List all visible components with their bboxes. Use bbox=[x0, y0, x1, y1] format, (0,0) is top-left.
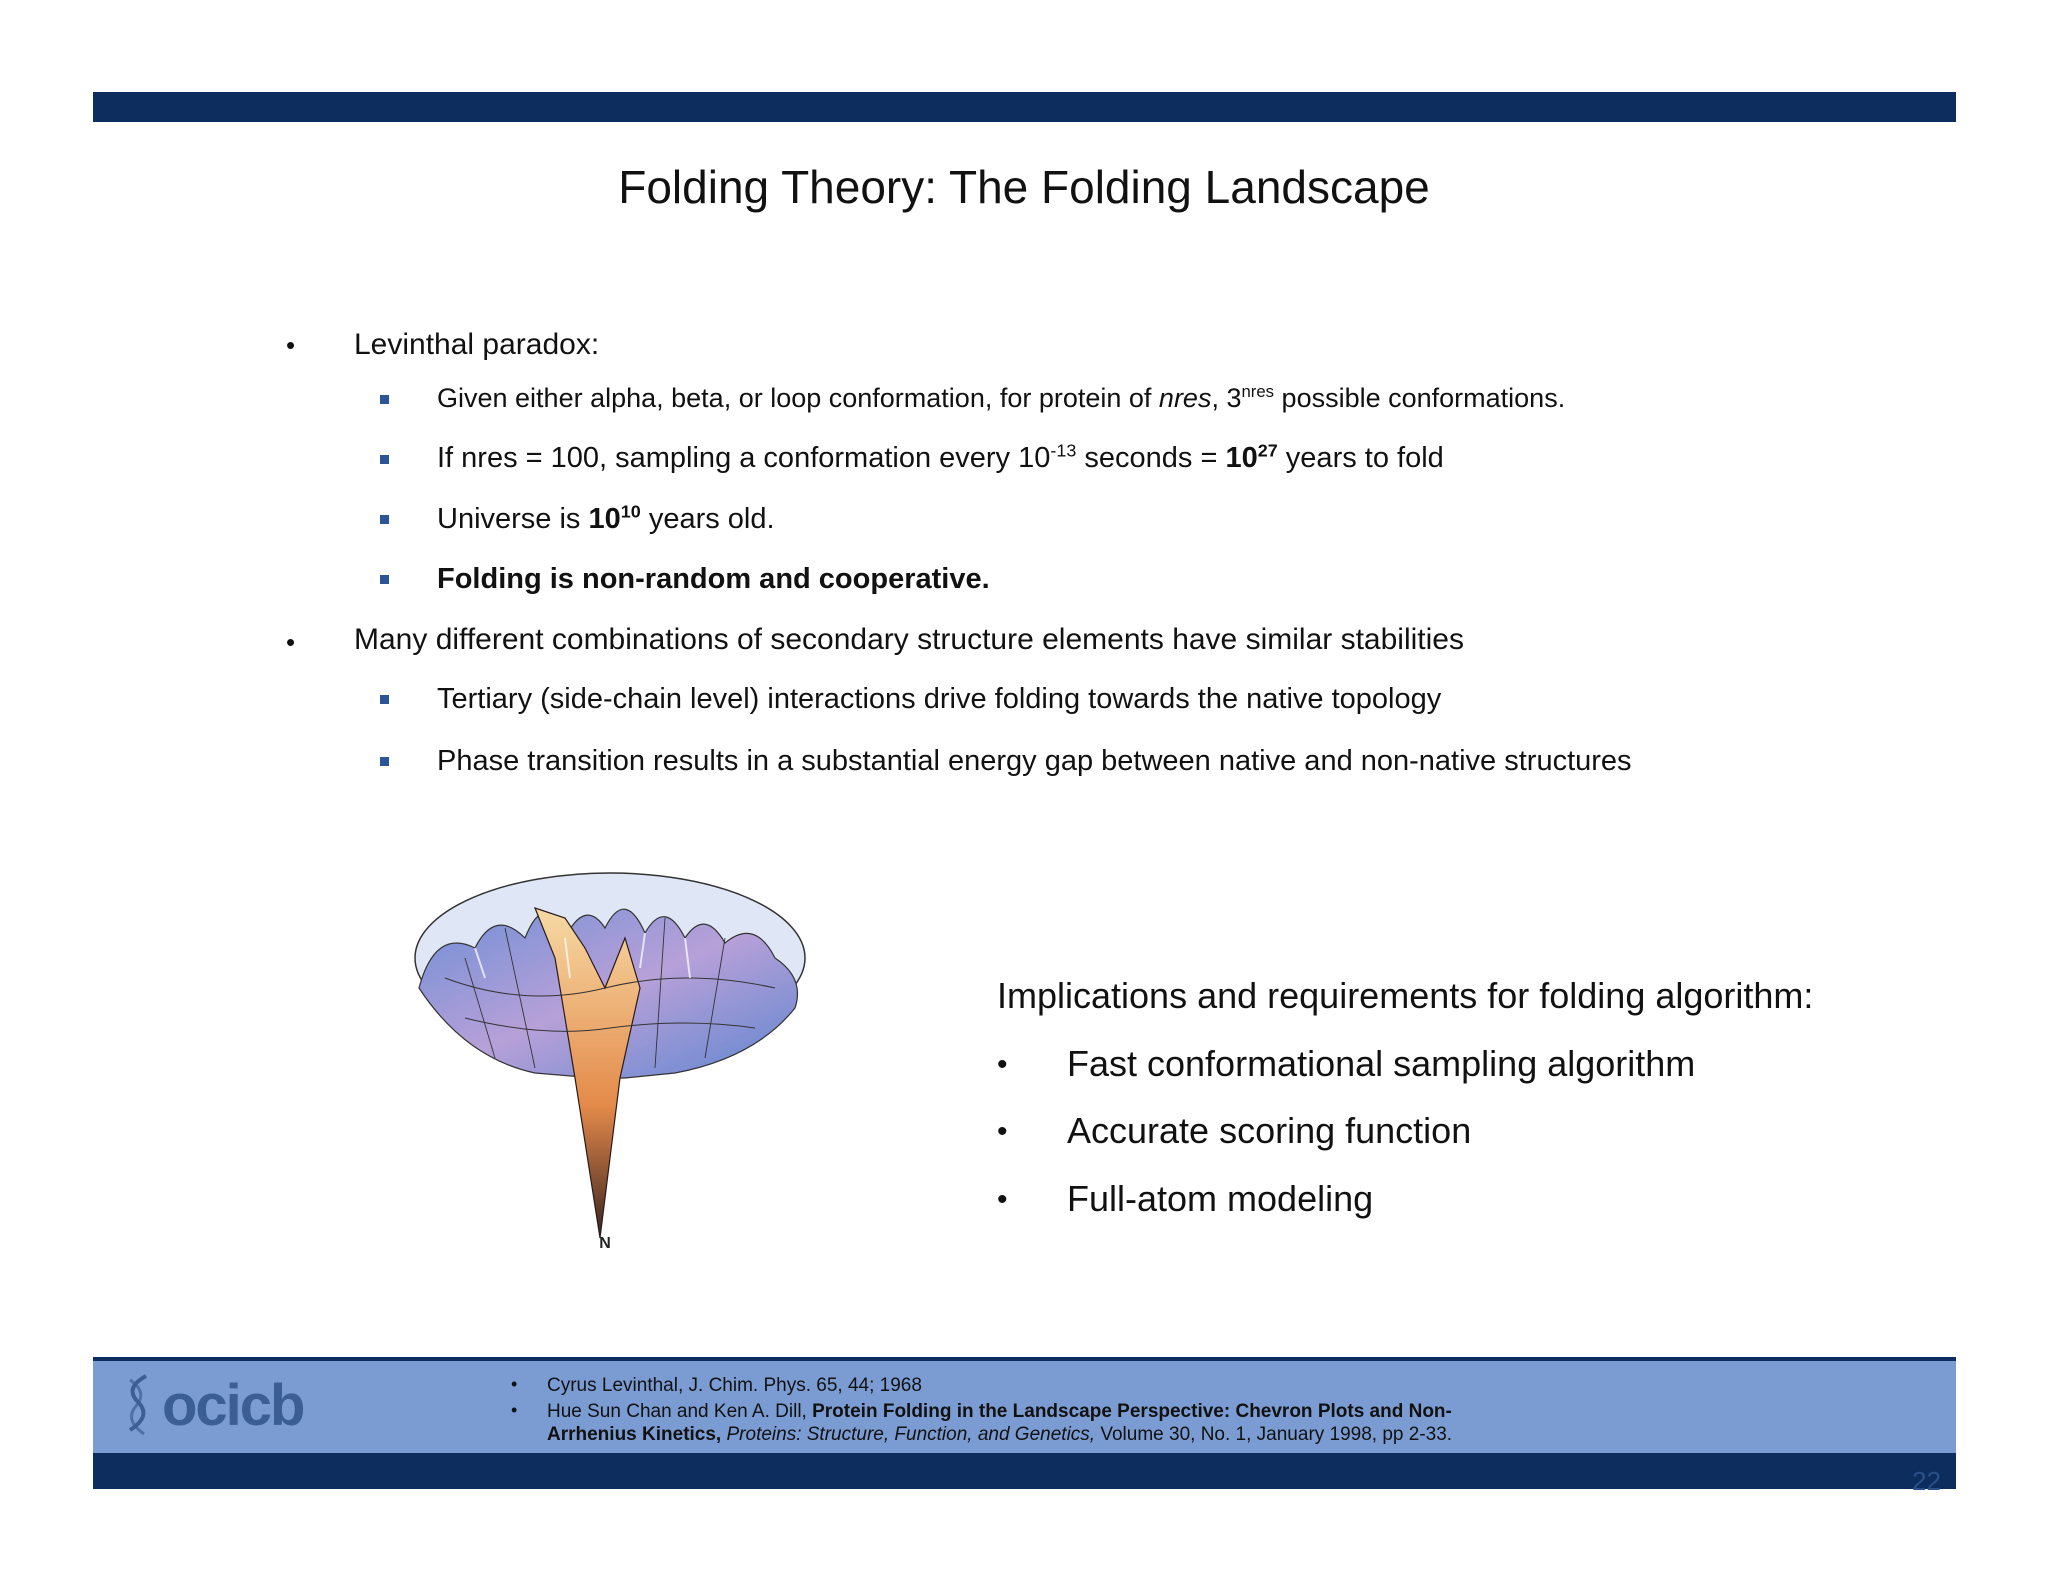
reference-chan-dill: Hue Sun Chan and Ken A. Dill, Protein Folding in the Landscape Perspective: Chevron Plots and Non- bbox=[547, 1401, 1452, 1422]
sub-bullet-sampling: If nres = 100, sampling a conformation every $10^{-13}$ seconds = $10^{27}$ years to fold bbox=[437, 440, 1444, 474]
slide-title: Folding Theory: The Folding Landscape bbox=[618, 161, 1430, 213]
implications-heading: Implications and requirements for folding algorithm: bbox=[997, 975, 1814, 1016]
logo-text: ocicb bbox=[162, 1372, 304, 1438]
bullet-square bbox=[380, 395, 389, 404]
sub-bullet-conformations: Given either alpha, beta, or loop conformation, for protein of nres, $3^{nres}$ possible conformations. bbox=[437, 382, 1566, 413]
bullet-dot: • bbox=[997, 1115, 1008, 1148]
bullet-combinations: Many different combinations of secondary structure elements have similar stabilities bbox=[354, 623, 1464, 656]
bullet-dot: • bbox=[511, 1400, 518, 1420]
header-bar bbox=[93, 92, 1956, 122]
bullet-square bbox=[380, 757, 389, 766]
sub-bullet-phase-transition: Phase transition results in a substantial energy gap between native and non-native structures bbox=[437, 745, 1632, 777]
sub-bullet-universe: Universe is $10^{10}$ years old. bbox=[437, 501, 775, 535]
page-number: 22 bbox=[1912, 1466, 1941, 1496]
sub-bullet-nonrandom: Folding is non-random and cooperative. bbox=[437, 563, 990, 595]
bullet-square bbox=[380, 575, 389, 584]
folding-funnel-image bbox=[405, 868, 825, 1248]
bullet-dot: • bbox=[997, 1048, 1008, 1081]
ocicb-logo bbox=[118, 1370, 304, 1440]
bullet-square bbox=[380, 695, 389, 704]
implication-item: Accurate scoring function bbox=[1067, 1110, 1472, 1151]
bullet-square bbox=[380, 455, 389, 464]
reference-chan-dill-cont: Arrhenius Kinetics, Proteins: Structure, Function, and Genetics, Volume 30, No. 1, January 1998, pp 2-33. bbox=[547, 1424, 1453, 1445]
bullet-levinthal: Levinthal paradox: bbox=[354, 328, 600, 361]
implication-item: Full-atom modeling bbox=[1067, 1178, 1374, 1219]
bullet-square bbox=[380, 515, 389, 524]
footer-bar bbox=[93, 1453, 1956, 1489]
reference-levinthal: Cyrus Levinthal, J. Chim. Phys. 65, 44; 1968 bbox=[547, 1375, 922, 1396]
native-state-label: N bbox=[599, 1235, 611, 1248]
implication-item: Fast conformational sampling algorithm bbox=[1067, 1043, 1696, 1084]
bullet-dot: • bbox=[997, 1183, 1008, 1216]
bullet-dot: • bbox=[286, 627, 296, 657]
sub-bullet-tertiary: Tertiary (side-chain level) interactions drive folding towards the native topology bbox=[437, 683, 1442, 715]
helix-icon bbox=[118, 1370, 158, 1440]
bullet-dot: • bbox=[286, 330, 296, 360]
bullet-dot: • bbox=[511, 1374, 518, 1394]
